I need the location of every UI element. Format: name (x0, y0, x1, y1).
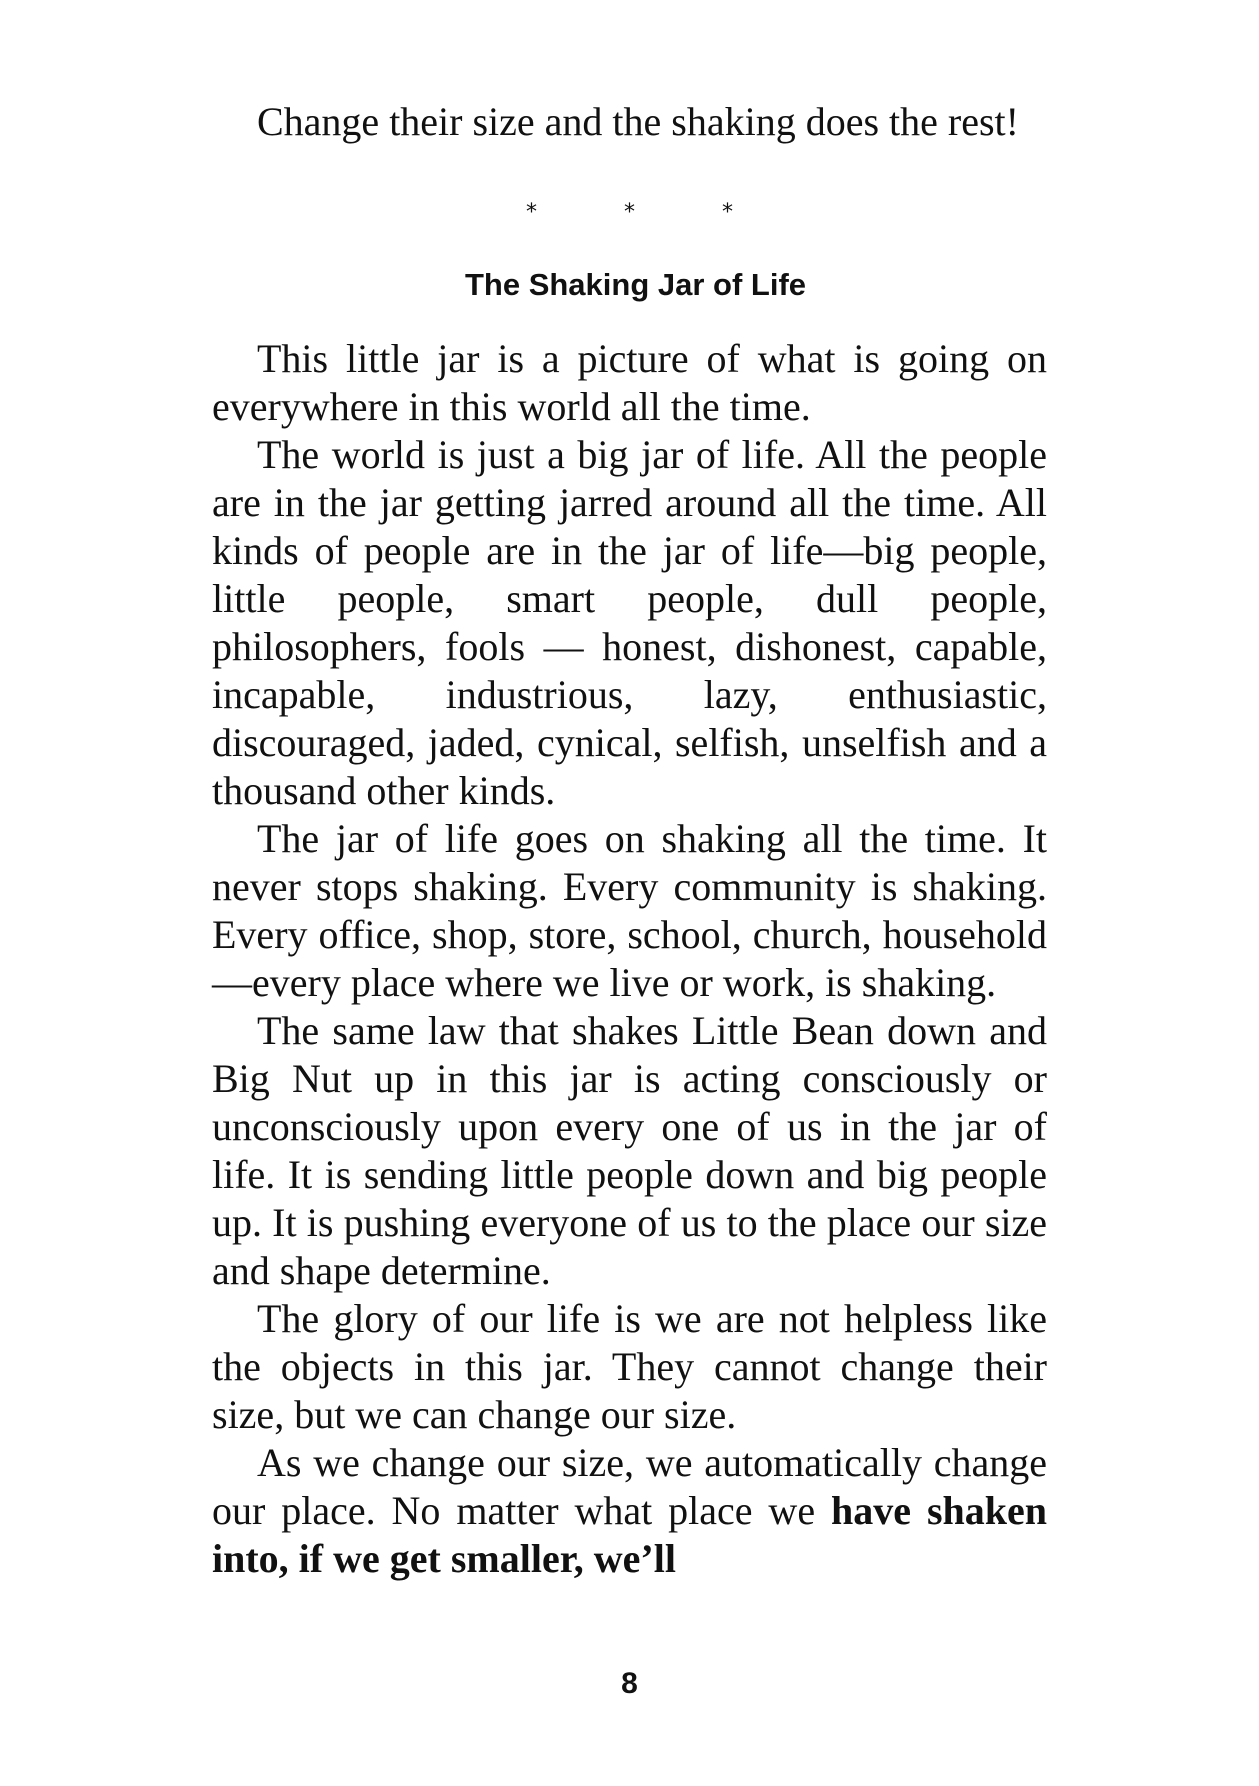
section-heading: The Shaking Jar of Life (464, 267, 807, 302)
opening-paragraph: Change their size and the shaking does the rest! (257, 99, 1019, 144)
opening-text-block (212, 98, 1047, 146)
paragraph-3: The jar of life goes on shaking all the time. It never stops shaking. Every community is shaking. Every office, shop, store, school, church, household—every place where we live or work, is shaking. (212, 816, 1047, 1005)
paragraph-6-bold-line: have shaken into, if we get smaller, we’ll (212, 1488, 1047, 1581)
body-text-block (212, 335, 1047, 1583)
section-separator: * * * (526, 200, 773, 225)
paragraph-6 (212, 1439, 1047, 1583)
page-number: 8 (621, 1667, 638, 1700)
paragraph-4: The same law that shakes Little Bean down and Big Nut up in this jar is acting consciously or unconsciously upon every one of us in the jar of life. It is sending little people down and big people up. It is pushing everyone of us to the place our size and shape determine. (212, 1008, 1047, 1293)
paragraph-1: This little jar is a picture of what is going on everywhere in this world all the time. (212, 336, 1047, 429)
paragraph-5: The glory of our life is we are not helpless like the objects in this jar. They cannot change their size, but we can change our size. (212, 1296, 1047, 1437)
paragraph-6-text: As we change our size, we automatically change our place. No matter what place we (212, 1440, 1047, 1533)
paragraph-2: The world is just a big jar of life. All the people are in the jar getting jarred around all the time. All kinds of people are in the jar of life—big people, little people, smart people, dull people, philosophers, fools — honest, dishonest, capable, incapable, industrious, lazy, enthusiastic, discouraged, jaded, cynical, selfish, unselfish and a thousand other kinds. (212, 432, 1047, 813)
